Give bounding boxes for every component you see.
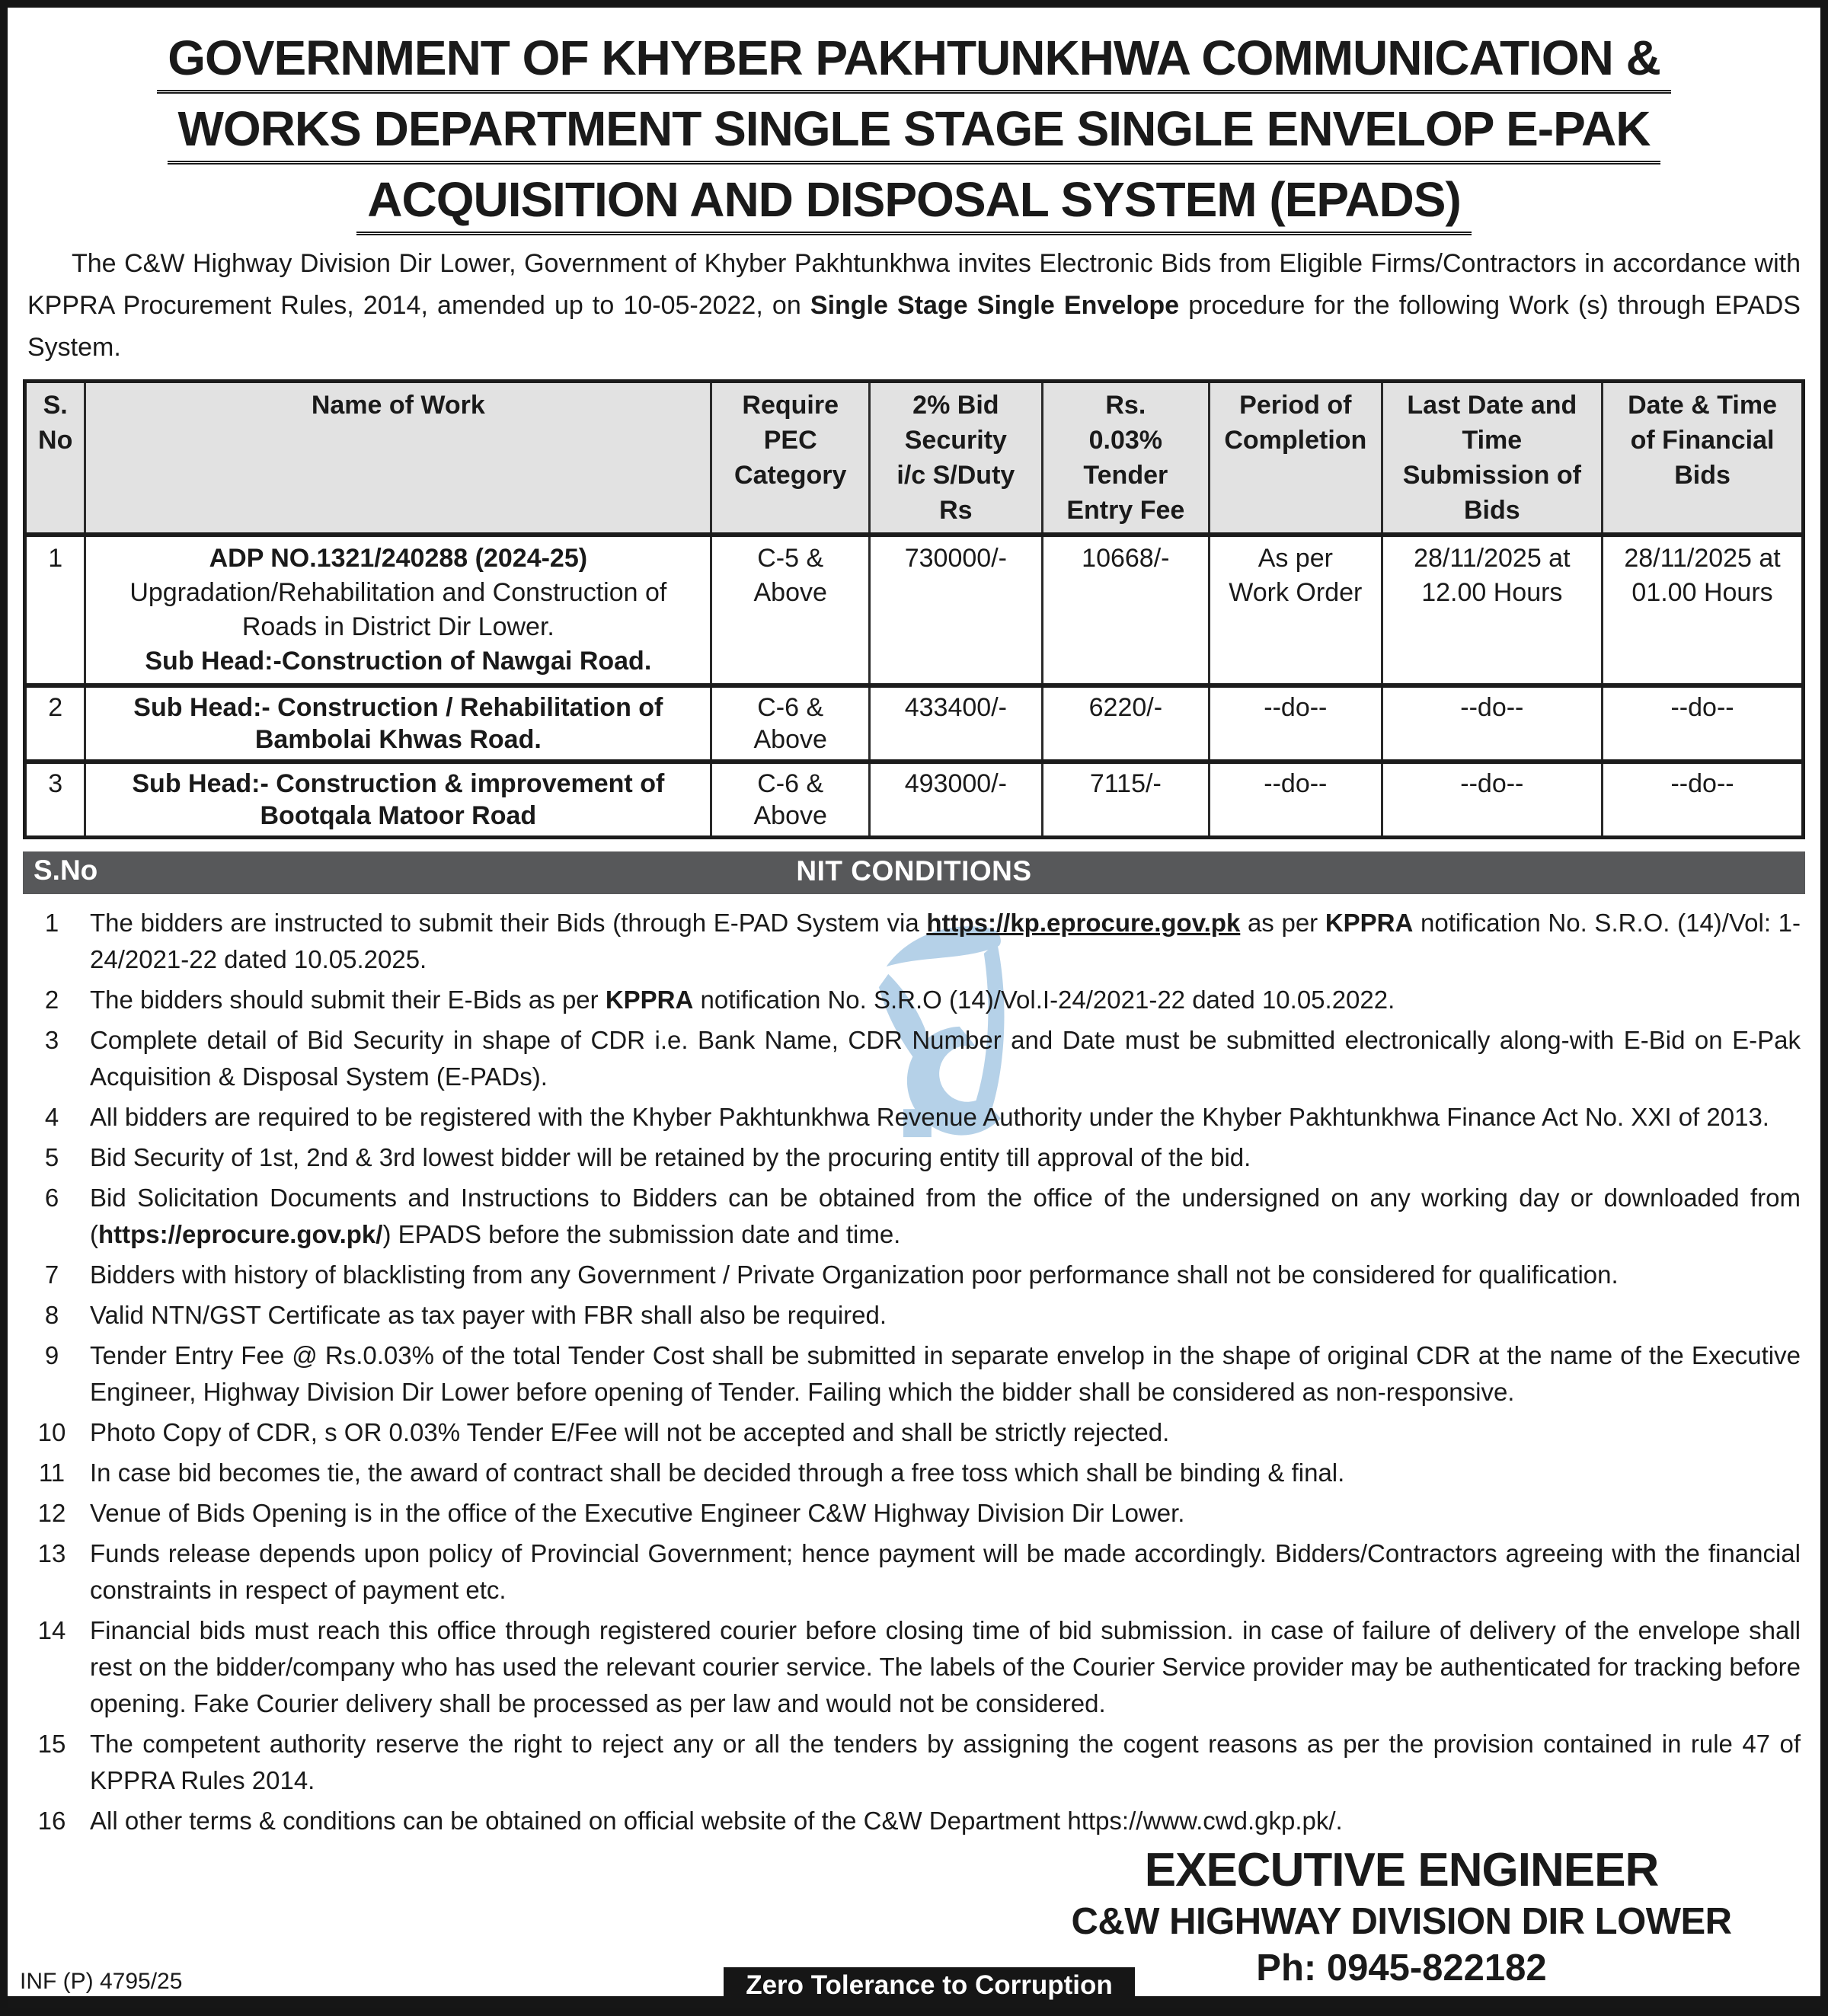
condition-number: 12	[37, 1499, 66, 1527]
condition-item	[27, 1099, 1801, 1136]
condition-number: 11	[38, 1458, 66, 1487]
tender-entry-fee: 7115/-	[1042, 762, 1209, 838]
serial-number: 1	[25, 535, 85, 685]
condition-text: In case bid becomes tie, the award of contract shall be decided through a free toss which shall be binding & final.	[90, 1458, 1345, 1487]
signatory-phone: Ph: 0945-822182	[1256, 1947, 1547, 1989]
condition-item	[27, 1257, 1801, 1293]
nit-conditions-list	[27, 905, 1801, 1839]
tender-entry-fee: 10668/-	[1042, 535, 1209, 685]
condition-item	[27, 1180, 1801, 1253]
work-row	[25, 685, 1804, 762]
signatory-designation: EXECUTIVE ENGINEER	[1144, 1844, 1659, 1896]
works-table-header-row	[25, 382, 1804, 535]
condition-text: Funds release depends upon policy of Provincial Government; hence payment will be made accordingly. Bidders/Contractors agreeing with the financial constraints in respect of payment etc.	[90, 1539, 1801, 1604]
column-header: Date & Time of Financial Bids	[1603, 382, 1804, 535]
title-line-1: GOVERNMENT OF KHYBER PAKHTUNKHWA COMMUNICATION &	[157, 30, 1671, 94]
condition-item	[27, 1337, 1801, 1411]
tender-entry-fee: 6220/-	[1042, 685, 1209, 762]
condition-number: 5	[44, 1143, 59, 1171]
work-row	[25, 535, 1804, 685]
condition-item	[27, 1726, 1801, 1799]
serial-number: 3	[48, 769, 63, 798]
condition-number: 6	[44, 1184, 59, 1212]
serial-number: 2	[25, 685, 85, 762]
bid-security: 433400/-	[870, 685, 1042, 762]
condition-number: 4	[44, 1103, 59, 1131]
condition-number: 2	[44, 986, 59, 1014]
condition-text: Bidders with history of blacklisting from any Government / Private Organization poor performance shall not be considered for qualification.	[90, 1260, 1619, 1289]
condition-text: All bidders are required to be registered with the Khyber Pakhtunkhwa Revenue Authority under the Khyber Pakhtunkhwa Finance Act No. XXI of 2013.	[90, 1103, 1769, 1131]
condition-item	[27, 1535, 1801, 1609]
nit-conditions-bar	[23, 851, 1805, 894]
column-header: Require PEC Category	[711, 382, 870, 535]
column-header: Period of Completion	[1210, 382, 1382, 535]
column-header: Name of Work	[85, 382, 711, 535]
nit-conditions-title: NIT CONDITIONS	[796, 855, 1032, 887]
financial-bid-date: --do--	[1603, 762, 1804, 838]
work-row	[25, 762, 1804, 838]
condition-item	[27, 1139, 1801, 1176]
condition-item	[27, 1495, 1801, 1532]
condition-number: 9	[44, 1341, 59, 1369]
work-name-cell: ADP NO.1321/240288 (2024-25) Upgradation/Rehabilitation and Construction of Roads in District Dir Lower. Sub Head:-Construction of Nawgai Road.	[85, 535, 711, 685]
last-submission-date: --do--	[1382, 762, 1603, 838]
condition-number: 1	[44, 909, 59, 937]
condition-number: 8	[44, 1301, 59, 1329]
condition-text: Financial bids must reach this office through registered courier before closing time of bid submission. in case of failure of delivery of the envelope shall rest on the bidder/company who has used the relevant courier service. The labels of the Courier Service provider may be authenticated for tracking before opening. Fake Courier delivery shall be processed as per law and would not be considered.	[90, 1616, 1801, 1717]
works-table-body	[25, 535, 1804, 838]
column-header: 2% Bid Security i/c S/Duty Rs	[870, 382, 1042, 535]
condition-text: Bid Solicitation Documents and Instructions to Bidders can be obtained from the office of the undersigned on any working day or downloaded from (https://eprocure.gov.pk/) EPADS before the submission date and time.	[90, 1184, 1801, 1248]
inf-reference: INF (P) 4795/25	[20, 1969, 183, 1994]
completion-period: --do--	[1210, 762, 1382, 838]
condition-item	[27, 1297, 1801, 1334]
condition-number: 7	[44, 1260, 59, 1289]
condition-text: The bidders should submit their E-Bids as per KPPRA notification No. S.R.O (14)/Vol.I-24/2021-22 dated 10.05.2022.	[90, 986, 1395, 1014]
bid-security: 493000/-	[870, 762, 1042, 838]
condition-text: Venue of Bids Opening is in the office of the Executive Engineer C&W Highway Division Dir Lower.	[90, 1499, 1185, 1527]
condition-text: Complete detail of Bid Security in shape of CDR i.e. Bank Name, CDR Number and Date must be submitted electronically along-with E-Bid on E-Pak Acquisition & Disposal System (E-PADs).	[90, 1026, 1801, 1091]
condition-number: 16	[37, 1807, 66, 1835]
condition-item	[27, 1803, 1801, 1839]
work-name-cell: Sub Head:- Construction / Rehabilitation of Bambolai Khwas Road.	[85, 685, 711, 762]
financial-bid-date: 28/11/2025 at 01.00 Hours	[1603, 535, 1804, 685]
condition-number: 3	[44, 1026, 59, 1054]
condition-number: 10	[37, 1418, 66, 1446]
signatory-office: C&W HIGHWAY DIVISION DIR LOWER	[1071, 1901, 1732, 1942]
condition-item	[27, 1455, 1801, 1491]
completion-period: --do--	[1210, 685, 1382, 762]
condition-text: Bid Security of 1st, 2nd & 3rd lowest bidder will be retained by the procuring entity till approval of the bid.	[90, 1143, 1251, 1171]
condition-item	[27, 1414, 1801, 1451]
condition-text: The bidders are instructed to submit their Bids (through E-PAD System via https://kp.eprocure.gov.pk as per KPPRA notification No. S.R.O. (14)/Vol: 1-24/2021-22 dated 10.05.2025.	[90, 909, 1801, 973]
column-header: S. No	[25, 382, 85, 535]
nit-sno-label: S.No	[34, 855, 98, 886]
title-line-3: ACQUISITION AND DISPOSAL SYSTEM (EPADS)	[356, 172, 1472, 235]
works-table	[23, 379, 1805, 839]
completion-period: As per Work Order	[1210, 535, 1382, 685]
intro-paragraph: The C&W Highway Division Dir Lower, Government of Khyber Pakhtunkhwa invites Electronic Bids from Eligible Firms/Contractors in accordance with KPPRA Procurement Rules, 2014, amended up to 10-05-2022, on Single Stage Single Envelope procedure for the following Work (s) through EPADS System.	[27, 249, 1801, 362]
bid-security: 730000/-	[870, 535, 1042, 685]
condition-number: 15	[37, 1730, 66, 1758]
condition-text: The competent authority reserve the right to reject any or all the tenders by assigning the cogent reasons as per the provision contained in rule 47 of KPPRA Rules 2014.	[90, 1730, 1801, 1794]
condition-number: 14	[37, 1616, 66, 1644]
pec-category: C-6 & Above	[711, 685, 870, 762]
condition-text: All other terms & conditions can be obtained on official website of the C&W Department https://www.cwd.gkp.pk/.	[90, 1807, 1343, 1835]
condition-number: 13	[37, 1539, 66, 1567]
title-line-2: WORKS DEPARTMENT SINGLE STAGE SINGLE ENVELOP E-PAK	[168, 101, 1661, 165]
condition-item	[27, 982, 1801, 1018]
signature-block	[1028, 1843, 1775, 1991]
column-header: Last Date and Time Submission of Bids	[1382, 382, 1603, 535]
last-submission-date: --do--	[1382, 685, 1603, 762]
condition-item	[27, 1022, 1801, 1095]
zero-tolerance-slogan: Zero Tolerance to Corruption	[724, 1967, 1135, 2004]
last-submission-date: 28/11/2025 at 12.00 Hours	[1382, 535, 1603, 685]
column-header: Rs. 0.03% Tender Entry Fee	[1042, 382, 1209, 535]
pec-category: C-6 & Above	[711, 762, 870, 838]
condition-text: Tender Entry Fee @ Rs.0.03% of the total Tender Cost shall be submitted in separate envelop in the shape of original CDR at the name of the Executive Engineer, Highway Division Dir Lower before opening of Tender. Failing which the bidder shall be considered as non-responsive.	[90, 1341, 1801, 1406]
work-name-cell: Sub Head:- Construction & improvement of Bootqala Matoor Road	[85, 762, 711, 838]
pec-category: C-5 & Above	[711, 535, 870, 685]
condition-item	[27, 1612, 1801, 1722]
financial-bid-date: --do--	[1603, 685, 1804, 762]
condition-text: Photo Copy of CDR, s OR 0.03% Tender E/Fee will not be accepted and shall be strictly rejected.	[90, 1418, 1170, 1446]
condition-item	[27, 905, 1801, 978]
notice-title	[8, 30, 1820, 235]
condition-text: Valid NTN/GST Certificate as tax payer with FBR shall also be required.	[90, 1301, 887, 1329]
